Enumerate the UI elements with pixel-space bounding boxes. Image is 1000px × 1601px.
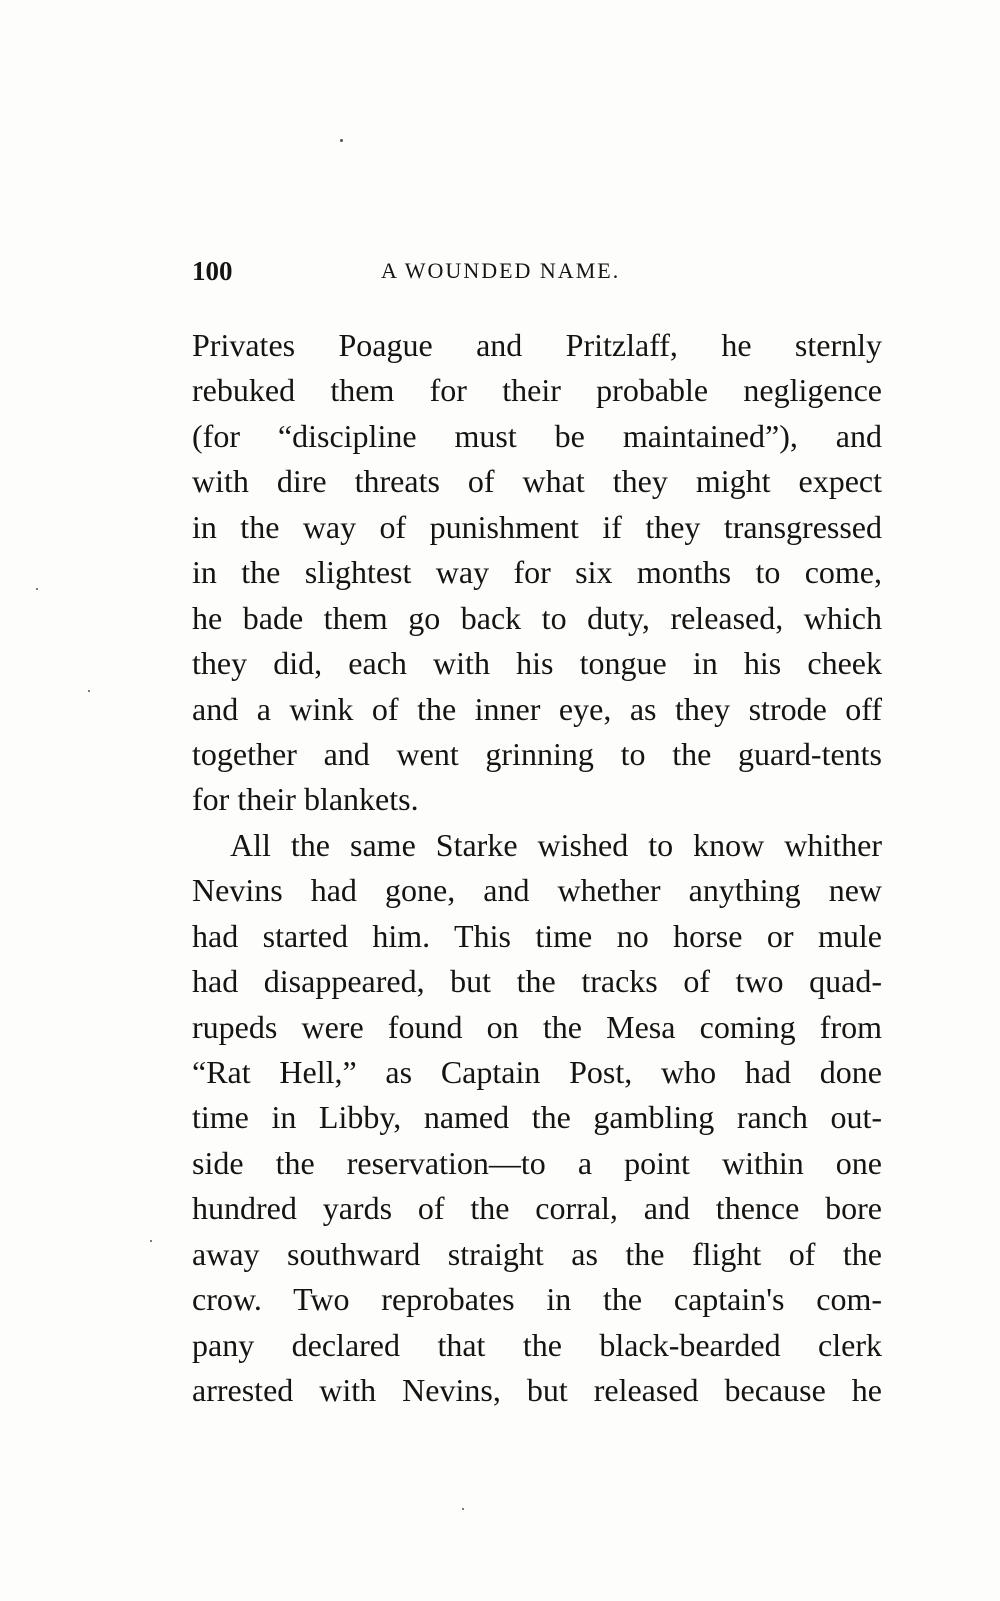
paragraph-2: [192, 823, 882, 1414]
body-text: [192, 323, 882, 1414]
text-line: rebuked them for their probable negligence: [192, 372, 882, 409]
paragraph-1: [192, 323, 882, 823]
running-title: A WOUNDED NAME.: [381, 258, 621, 283]
text-line: time in Libby, named the gambling ranch out-: [192, 1099, 882, 1136]
text-line: pany declared that the black-bearded clerk: [192, 1326, 882, 1363]
text-line: Nevins had gone, and whether anything new: [192, 872, 882, 909]
text-line: with dire threats of what they might expect: [192, 463, 882, 500]
text-line: they did, each with his tongue in his cheek: [192, 645, 882, 682]
print-speck: [340, 139, 343, 142]
text-line: had disappeared, but the tracks of two quad-: [192, 963, 882, 1000]
print-speck: [462, 1508, 464, 1510]
text-line: Privates Poague and Pritzlaff, he sternly: [192, 327, 882, 363]
text-line: together and went grinning to the guard-tents: [192, 735, 882, 772]
text-line: arrested with Nevins, but released because he: [192, 1372, 882, 1409]
running-head: [192, 256, 882, 292]
page-number: 100: [192, 256, 233, 286]
text-line: in the slightest way for six months to come,: [192, 554, 882, 591]
text-line: had started him. This time no horse or mule: [192, 917, 882, 954]
text-line: (for “discipline must be maintained”), and: [192, 417, 882, 454]
text-line: hundred yards of the corral, and thence bore: [192, 1190, 882, 1227]
text-line: crow. Two reprobates in the captain's com-: [192, 1281, 882, 1318]
text-line: rupeds were found on the Mesa coming from: [192, 1008, 882, 1045]
print-speck: [150, 1240, 152, 1242]
text-line: for their blankets.: [192, 781, 419, 818]
print-speck: [88, 690, 90, 692]
text-line: side the reservation—to a point within one: [192, 1144, 882, 1181]
text-line: away southward straight as the flight of the: [192, 1235, 882, 1272]
text-line: “Rat Hell,” as Captain Post, who had done: [192, 1054, 882, 1090]
text-line: in the way of punishment if they transgressed: [192, 508, 882, 545]
text-line: and a wink of the inner eye, as they strode off: [192, 690, 882, 727]
text-line: he bade them go back to duty, released, which: [192, 599, 882, 636]
text-line: All the same Starke wished to know whither: [230, 826, 882, 863]
print-speck: [36, 588, 38, 590]
